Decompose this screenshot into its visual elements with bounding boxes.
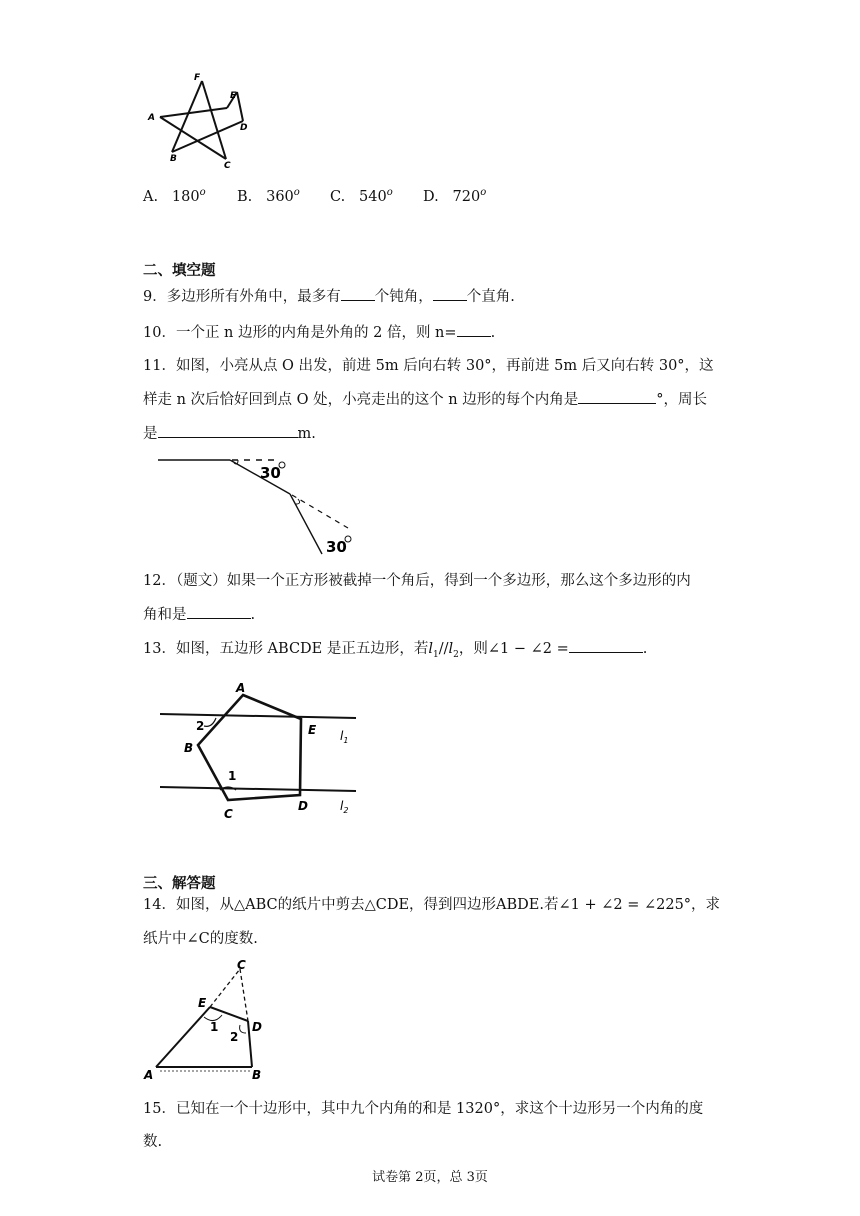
star-label-f: F	[194, 73, 201, 83]
pentagon-label-e: E	[308, 723, 317, 737]
triangle-label-c: C	[237, 958, 246, 972]
walk-angle-1: 30	[260, 464, 281, 482]
walk-angle-2: 30	[326, 538, 347, 556]
star-label-d: D	[240, 123, 248, 133]
option-d: D. 720$^o$	[423, 187, 487, 205]
pentagon-label-b: B	[184, 741, 194, 755]
pentagon-label-c: C	[224, 807, 233, 821]
star-label-c: C	[224, 161, 231, 171]
pentagon-angle-1: 1	[228, 769, 237, 783]
section3-title: 三、解答题	[143, 875, 216, 892]
section2-title: 二、填空题	[143, 262, 216, 279]
option-c: C. 540$^o$	[330, 187, 393, 205]
triangle-angle-1: 1	[210, 1020, 219, 1034]
line-label-l2: $l_2$	[340, 799, 349, 815]
question-12-line2: 角和是 .	[143, 604, 255, 625]
question-12-line1: 12．（题文）如果一个正方形被截掉一个角后，得到一个多边形，那么这个多边形的内	[143, 573, 691, 589]
question-15-line1: 15．已知在一个十边形中，其中九个内角的和是 1320°，求这个十边形另一个内角的度	[143, 1101, 704, 1117]
option-b: B. 360$^o$	[237, 187, 300, 205]
line-label-l1: $l_1$	[340, 729, 349, 745]
page-footer: 试卷第 2页，总 3页	[372, 1170, 488, 1185]
star-label-e: E	[230, 91, 237, 101]
star-label-a: A	[148, 113, 155, 123]
walk-figure	[150, 450, 370, 560]
triangle-label-e: E	[198, 996, 207, 1010]
question-11-line3: 是 m.	[143, 423, 316, 444]
question-10: 10．一个正 n 边形的内角是外角的 2 倍，则 n= .	[143, 322, 495, 343]
triangle-label-d: D	[252, 1020, 262, 1034]
star-figure	[140, 68, 260, 173]
pentagon-figure	[150, 680, 370, 828]
triangle-angle-2: 2	[230, 1030, 239, 1044]
question-11-line1: 11．如图，小亮从点 O 出发，前进 5m 后向右转 30°，再前进 5m 后又向右转 30°，这	[143, 358, 714, 374]
option-a: A. 180$^o$	[143, 187, 206, 205]
question-14-line1: 14．如图，从△ABC的纸片中剪去△CDE，得到四边形ABDE.若∠1 + ∠2 = ∠225°，求	[143, 897, 721, 913]
question-15-line2: 数.	[143, 1134, 163, 1150]
question-9: 9．多边形所有外角中，最多有 个钝角， 个直角.	[143, 286, 515, 307]
pentagon-label-a: A	[236, 681, 246, 695]
question-14-line2: 纸片中∠C的度数.	[143, 931, 258, 947]
triangle-figure	[140, 955, 280, 1085]
pentagon-angle-2: 2	[196, 719, 205, 733]
question-11-line2: 样走 n 次后恰好回到点 O 处，小亮走出的这个 n 边形的每个内角是 °，周长	[143, 389, 707, 410]
triangle-label-a: A	[144, 1068, 154, 1082]
star-label-b: B	[170, 154, 177, 164]
question-13: 13．如图，五边形 ABCDE 是正五边形，若$l_1//l_2$，则∠1 − ∠2 = .	[143, 638, 647, 665]
triangle-label-b: B	[252, 1068, 262, 1082]
pentagon-label-d: D	[298, 799, 308, 813]
